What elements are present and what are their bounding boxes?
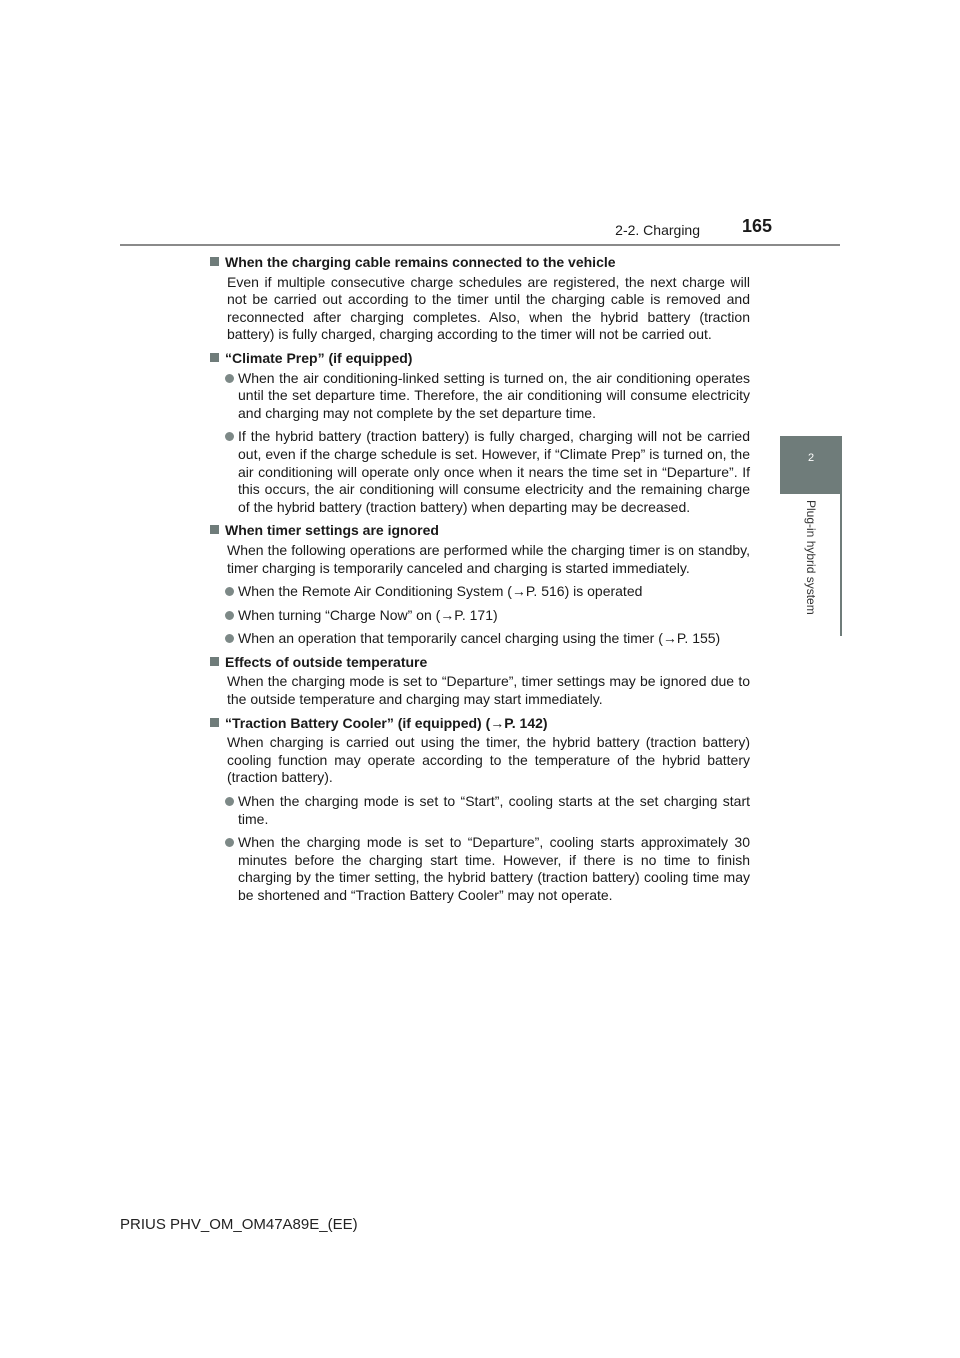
section-paragraph: Even if multiple consecutive charge schedules are registered, the next charge will not be carried out according to the timer until the charging cable is removed and reconnected after charging completes. Also, when the hybrid battery (traction battery) is fully charged, charging according to the timer will not be carried out. — [227, 273, 750, 343]
section-heading — [210, 350, 750, 368]
section-heading-text: When the charging cable remains connected to the vehicle — [225, 254, 616, 270]
section-paragraph: When the following operations are performed while the charging timer is on standby, timer charging is temporarily canceled and charging is started immediately. — [227, 541, 750, 576]
section — [210, 715, 750, 905]
section — [210, 254, 750, 344]
list-item-text: When an operation that temporarily cancel charging using the timer (→P. 155) — [238, 630, 721, 647]
circle-bullet-icon — [225, 432, 234, 441]
list-item — [210, 630, 750, 648]
page-number: 165 — [741, 216, 772, 236]
section-paragraph: When the charging mode is set to “Departure”, timer settings may be ignored due to the outside temperature and charging may start immediately. — [227, 673, 750, 708]
page-header — [120, 212, 840, 246]
section-heading — [210, 522, 750, 540]
list-item — [210, 428, 750, 516]
list-item — [210, 583, 750, 601]
list-item-text: When turning “Charge Now” on (→P. 171) — [238, 606, 498, 623]
circle-bullet-icon — [225, 634, 234, 643]
square-bullet-icon — [210, 353, 219, 362]
section-heading-text: “Climate Prep” (if equipped) — [225, 349, 413, 366]
section-heading-text: “Traction Battery Cooler” (if equipped) (→P. 142) — [225, 714, 548, 731]
section-heading — [210, 254, 750, 272]
list-item — [210, 834, 750, 904]
list-item-text: When the charging mode is set to “Departure”, cooling starts approximately 30 minutes before the charging start time. However, if there is no time to finish charging by the timer setting, the hybrid battery (traction battery) cooling time may be shortened and “Traction Battery Cooler” may not operate. — [238, 834, 750, 903]
section-heading — [210, 715, 750, 733]
square-bullet-icon — [210, 525, 219, 534]
square-bullet-icon — [210, 257, 219, 266]
section — [210, 654, 750, 709]
circle-bullet-icon — [225, 797, 234, 806]
chapter-tab-number: 2 — [780, 436, 842, 494]
section-paragraph: When charging is carried out using the timer, the hybrid battery (traction battery) cooling function may operate according to the temperature of the hybrid battery (traction battery). — [227, 734, 750, 786]
section — [210, 350, 750, 516]
list-item-text: If the hybrid battery (traction battery) is fully charged, charging will not be carried out, even if the charge schedule is set. However, if “Climate Prep” is turned on, the air conditioning will operate only once when it nears the time set in “Departure”. If this occurs, the air conditioning will consume electricity and the remaining charge of the hybrid battery (traction battery) when departing may be decreased. — [238, 428, 750, 515]
square-bullet-icon — [210, 718, 219, 727]
square-bullet-icon — [210, 657, 219, 666]
page-content — [210, 254, 750, 911]
list-item-text: When the air conditioning-linked setting is turned on, the air conditioning operates until the set departure time. Therefore, the air conditioning will consume electricity and charging may not complete by the set departure time. — [238, 369, 750, 421]
chapter-tab-label: Plug-in hybrid system — [804, 500, 818, 615]
circle-bullet-icon — [225, 611, 234, 620]
document-code: PRIUS PHV_OM_OM47A89E_(EE) — [120, 1216, 358, 1233]
list-item — [210, 607, 750, 625]
list-item-text: When the Remote Air Conditioning System (→P. 516) is operated — [238, 583, 643, 600]
section — [210, 522, 750, 648]
list-item — [210, 370, 750, 423]
section-heading-text: When timer settings are ignored — [225, 522, 439, 539]
circle-bullet-icon — [225, 587, 234, 596]
circle-bullet-icon — [225, 374, 234, 383]
circle-bullet-icon — [225, 838, 234, 847]
header-divider — [120, 244, 840, 246]
chapter-tab — [780, 494, 842, 654]
section-heading — [210, 654, 750, 672]
section-title: 2-2. Charging — [615, 222, 700, 238]
list-item-text: When the charging mode is set to “Start”, cooling starts at the set charging start time. — [238, 793, 750, 827]
list-item — [210, 793, 750, 828]
section-heading-text: Effects of outside temperature — [225, 653, 428, 670]
